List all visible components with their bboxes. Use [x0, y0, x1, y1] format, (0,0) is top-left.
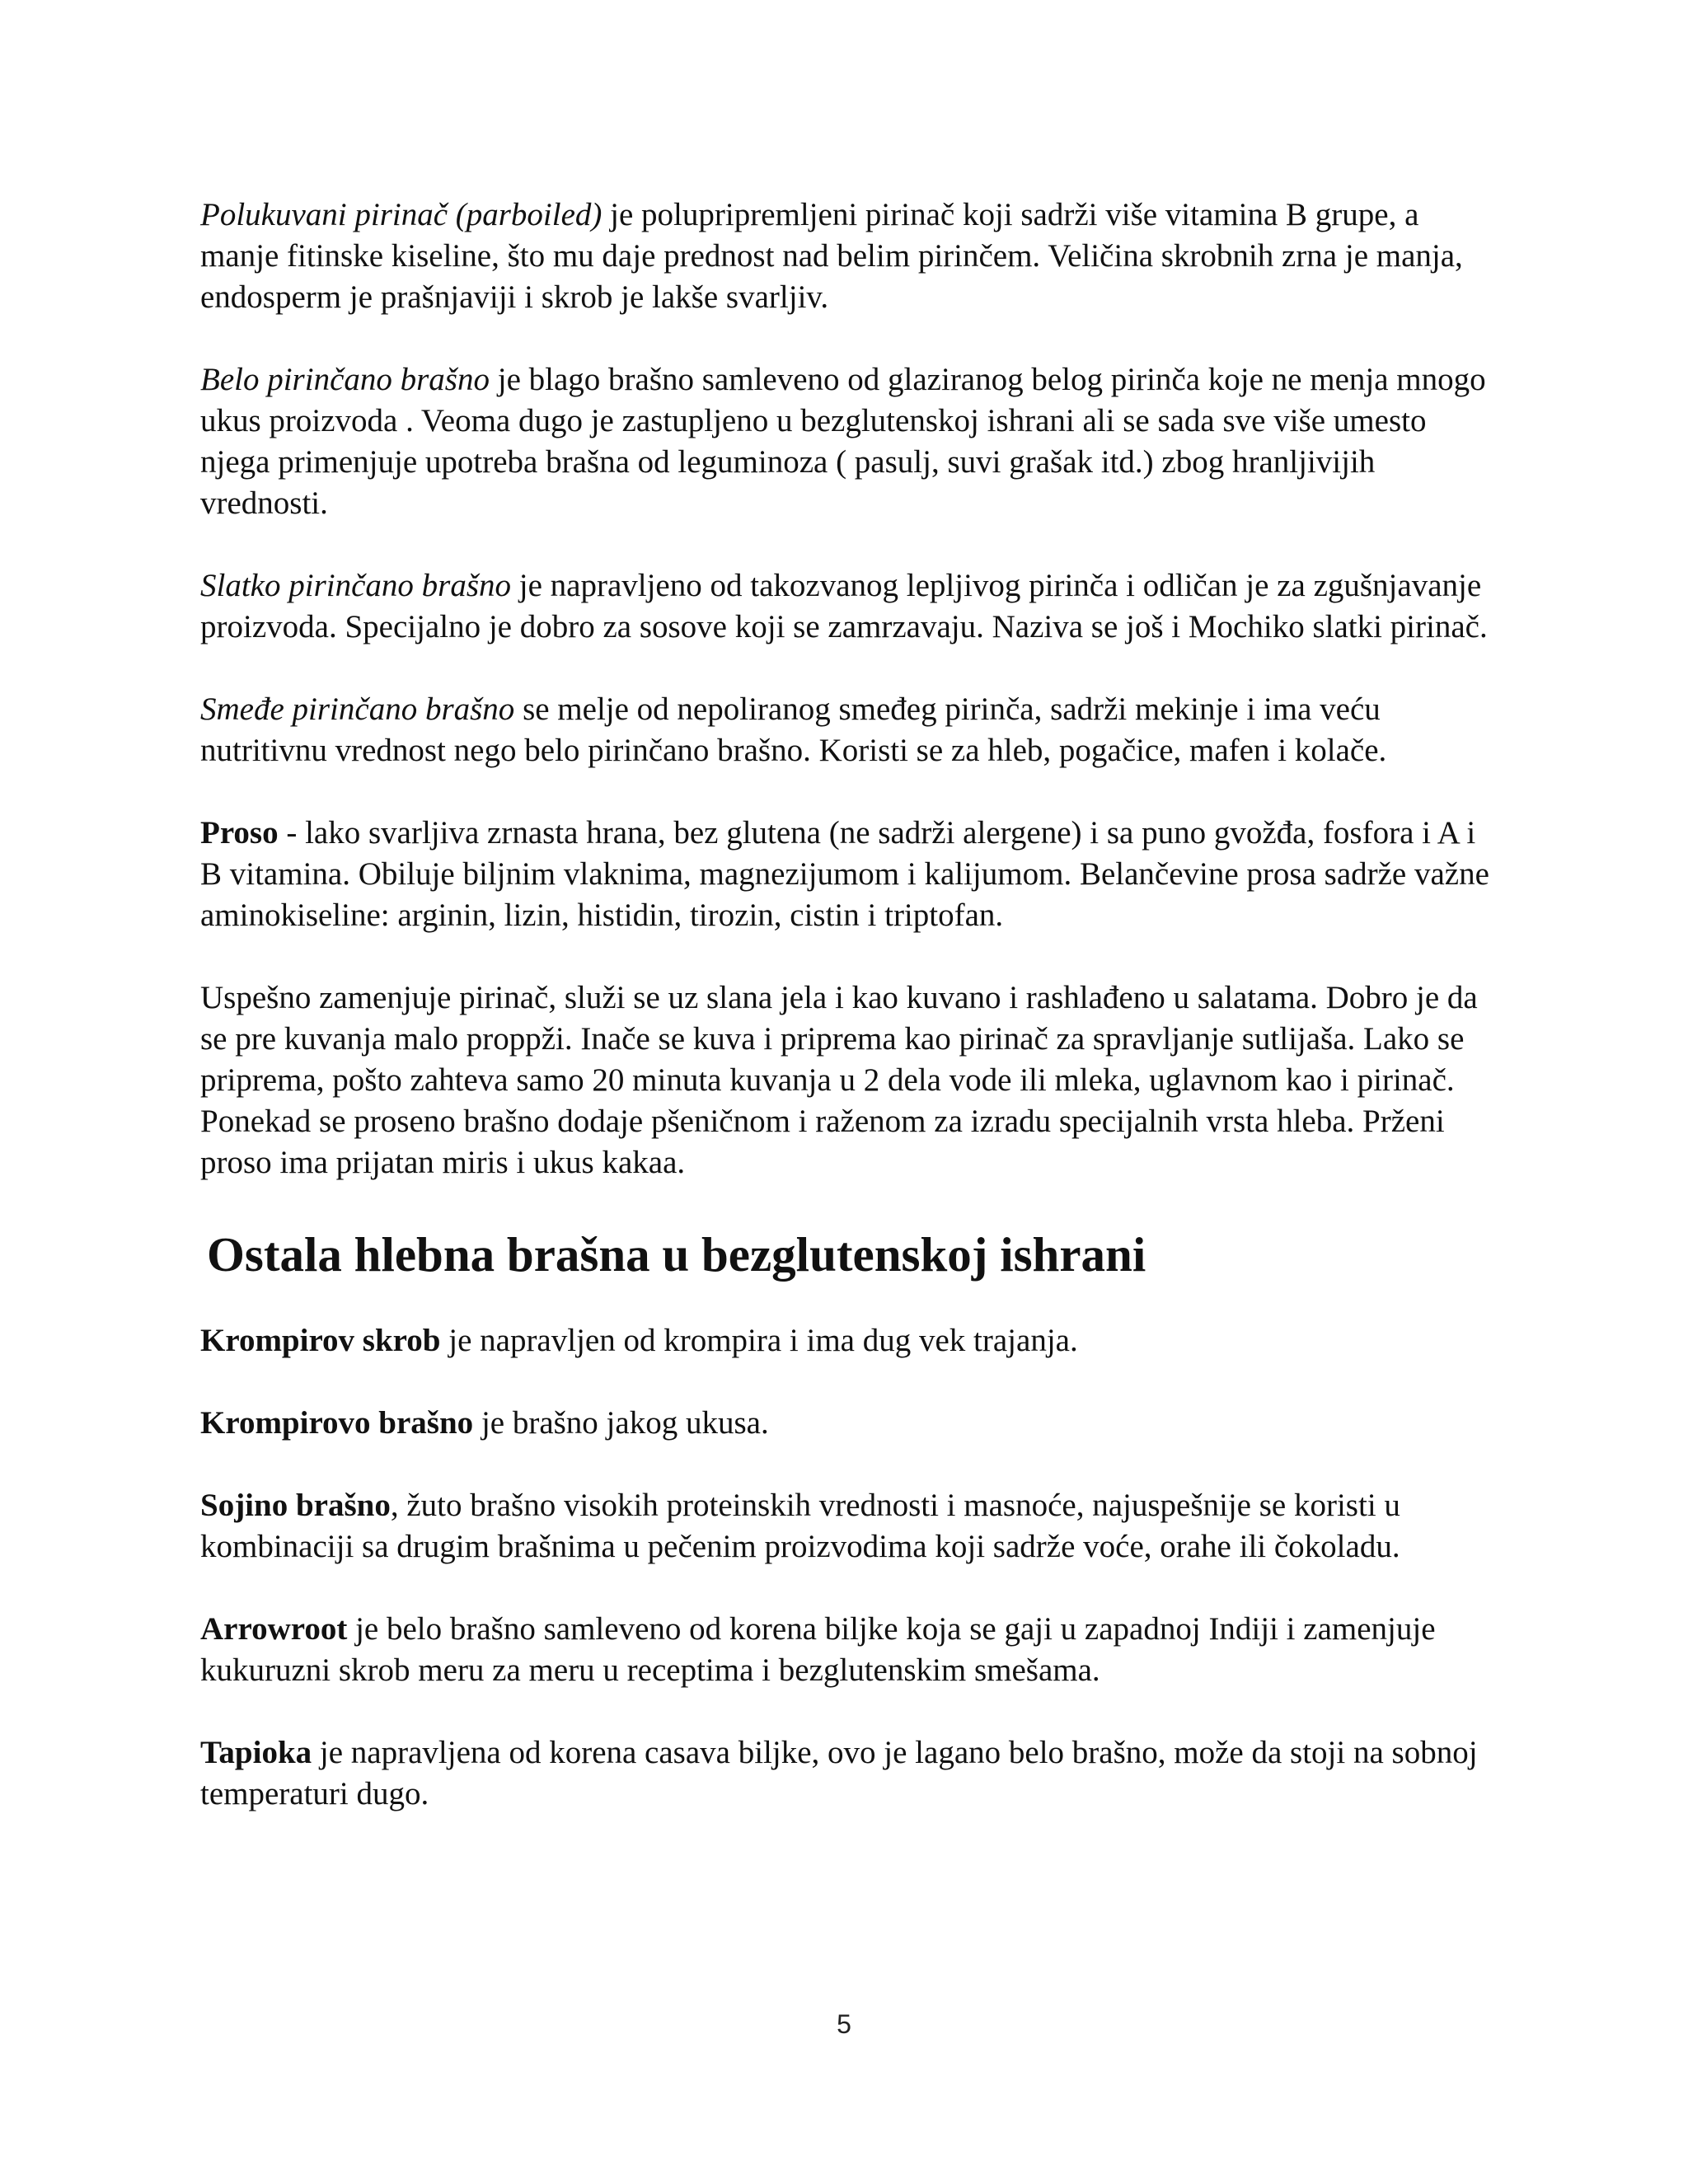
paragraph-sweet-rice-flour — [200, 565, 1503, 648]
paragraph-text: je belo brašno samleveno od korena biljke koja se gaji u zapadnoj Indiji i zamenjuje kukuruzni skrob meru za meru u receptima i bezglutenskim smešama. — [200, 1611, 1436, 1688]
paragraph-proso — [200, 813, 1503, 936]
page-content — [200, 194, 1503, 1815]
paragraph-soy-flour — [200, 1485, 1503, 1568]
term-potato-flour: Krompirovo brašno — [200, 1405, 474, 1441]
term-brown-rice-flour: Smeđe pirinčano brašno — [200, 691, 515, 727]
paragraph-text: je blago brašno samleveno od glaziranog belog pirinča koje ne menja mnogo ukus proizvoda . Veoma dugo je zastupljeno u bezglutenskoj ishrani ali se sada sve više umesto njega primenjuje upotreba brašna od leguminoza ( pasulj, suvi grašak itd.) zbog hranljivijih vrednosti. — [200, 362, 1486, 521]
term-potato-starch: Krompirov skrob — [200, 1323, 441, 1358]
term-sweet-rice-flour: Slatko pirinčano brašno — [200, 568, 511, 603]
section-heading-wrap — [200, 1221, 1503, 1287]
paragraph-potato-flour — [200, 1403, 1503, 1444]
paragraph-text: , žuto brašno visokih proteinskih vrednosti i masnoće, najuspešnije se koristi u kombinaciji sa drugim brašnima u pečenim proizvodima koji sadrže voće, orahe ili čokoladu. — [200, 1488, 1400, 1564]
paragraph-text: je napravljen od krompira i ima dug vek trajanja. — [440, 1323, 1078, 1358]
paragraph-tapioca — [200, 1732, 1503, 1815]
term-arrowroot: Arrowroot — [200, 1611, 348, 1647]
paragraph-arrowroot — [200, 1609, 1503, 1691]
term-parboiled-rice: Polukuvani pirinač (parboiled) — [200, 197, 603, 232]
paragraph-white-rice-flour — [200, 359, 1503, 524]
page-number: 5 — [837, 2009, 851, 2039]
paragraph-text: je brašno jakog ukusa. — [473, 1405, 769, 1441]
term-tapioca: Tapioka — [200, 1735, 312, 1770]
paragraph-text: se melje od nepoliranog smeđeg pirinča, sadrži mekinje i ima veću nutritivnu vrednost nego belo pirinčano brašno. Koristi se za hleb, pogačice, mafen i kolače. — [200, 691, 1387, 768]
paragraph-text: je polupripremljeni pirinač koji sadrži više vitamina B grupe, a manje fitinske kiseline, što mu daje prednost nad belim pirinčem. Veličina skrobnih zrna je manja, endosperm je prašnjaviji i skrob je lakše svarljiv. — [200, 197, 1463, 315]
term-soy-flour: Sojino brašno — [200, 1488, 391, 1523]
paragraph-potato-starch — [200, 1320, 1503, 1361]
term-white-rice-flour: Belo pirinčano brašno — [200, 362, 490, 397]
paragraph-proso-usage: Uspešno zamenjuje pirinač, služi se uz slana jela i kao kuvano i rashlađeno u salatama. Dobro je da se pre kuvanja malo propрži. Inače se kuva i priprema kao pirinač za spravljanje sutlijaša. Lako se priprema, pošto zahteva samo 20 minuta kuvanja u 2 dela vode ili mleka, uglavnom kao i pirinač. Ponekad se proseno brašno dodaje pšeničnom i raženom za izradu specijalnih vrsta hleba. Prženi proso ima prijatan miris i ukus kakaa. — [200, 980, 1478, 1180]
paragraph-text: je napravljeno od takozvanog lepljivog pirinča i odličan je za zgušnjavanje proizvoda. Specijalno je dobro za sosove koji se zamrzavaju. Naziva se još i Mochiko slatki pirinač. — [200, 568, 1488, 644]
paragraph-text: je napravljena od korena casava biljke, ovo je lagano belo brašno, može da stoji na sobnoj temperaturi dugo. — [200, 1735, 1478, 1811]
paragraph-brown-rice-flour — [200, 689, 1503, 771]
paragraph-text: - lako svarljiva zrnasta hrana, bez glutena (ne sadrži alergene) i sa puno gvožđa, fosfora i A i B vitamina. Obiluje biljnim vlaknima, magnezijumom i kalijumom. Belančevine prosa sadrže važne aminokiseline: arginin, lizin, histidin, tirozin, cistin i triptofan. — [200, 815, 1489, 933]
section-heading: Ostala hlebna brašna u bezglutenskoj ishrani — [207, 1227, 1146, 1282]
term-proso: Proso — [200, 815, 279, 851]
paragraph-parboiled-rice — [200, 194, 1503, 318]
